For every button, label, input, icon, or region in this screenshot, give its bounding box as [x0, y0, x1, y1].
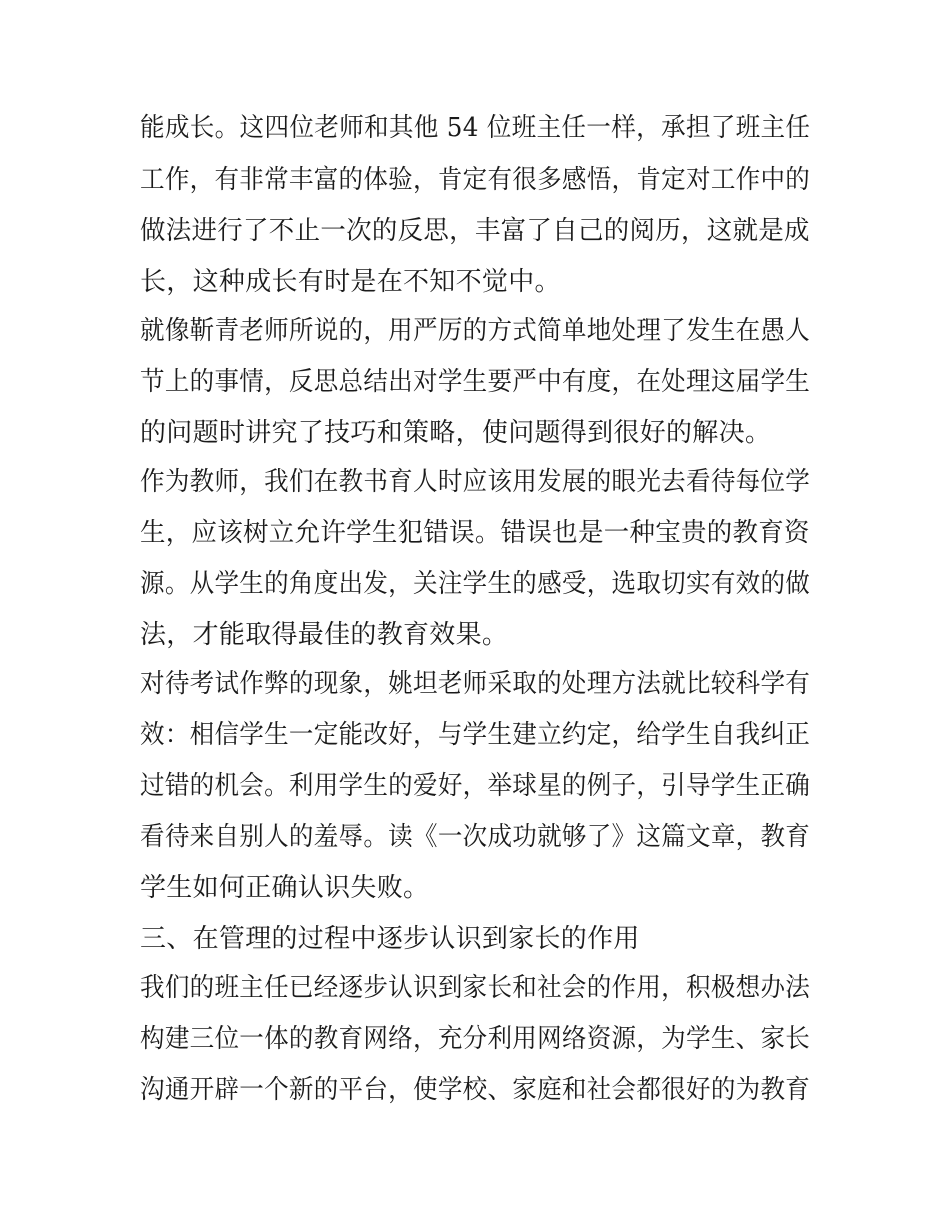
text-line: 生，应该树立允许学生犯错误。错误也是一种宝贵的教育资: [140, 518, 810, 548]
text-line: 我们的班主任已经逐步认识到家长和社会的作用，积极想办法: [140, 973, 811, 1003]
text-line: 节上的事情，反思总结出对学生要严中有度，在处理这届学生: [140, 367, 811, 397]
text-line: 对待考试作弊的现象，姚坦老师采取的处理方法就比较科学有: [140, 669, 811, 699]
text-line: 的问题时讲究了技巧和策略，使问题得到很好的解决。: [140, 418, 772, 448]
text-line: 看待来自别人的羞辱。读《一次成功就够了》这篇文章，教育: [140, 822, 811, 852]
text-line: 工作，有非常丰富的体验，肯定有很多感悟，肯定对工作中的: [140, 165, 811, 195]
text-line: 就像靳青老师所说的，用严厉的方式简单地处理了发生在愚人: [140, 316, 811, 346]
text-line: 长，这种成长有时是在不知不觉中。: [140, 267, 561, 297]
text-line: 法，才能取得最佳的教育效果。: [140, 620, 509, 650]
text-line: 过错的机会。利用学生的爱好，举球星的例子，引导学生正确: [140, 771, 811, 801]
text-line: 学生如何正确认识失败。: [140, 873, 430, 903]
text-line: 沟通开辟一个新的平台，使学校、家庭和社会都很好的为教育: [140, 1075, 811, 1105]
text-line: 源。从学生的角度出发，关注学生的感受，选取切实有效的做: [140, 569, 811, 599]
text-line: 能成长。这四位老师和其他 54 位班主任一样，承担了班主任: [140, 113, 811, 143]
text-line: 做法进行了不止一次的反思，丰富了自己的阅历，这就是成: [140, 216, 810, 246]
section-heading: 三、在管理的过程中逐步认识到家长的作用: [140, 924, 640, 954]
text-line: 作为教师，我们在教书育人时应该用发展的眼光去看待每位学: [140, 467, 811, 497]
text-line: 构建三位一体的教育网络，充分利用网络资源，为学生、家长: [140, 1024, 811, 1054]
text-line: 效：相信学生一定能改好，与学生建立约定，给学生自我纠正: [140, 720, 811, 750]
